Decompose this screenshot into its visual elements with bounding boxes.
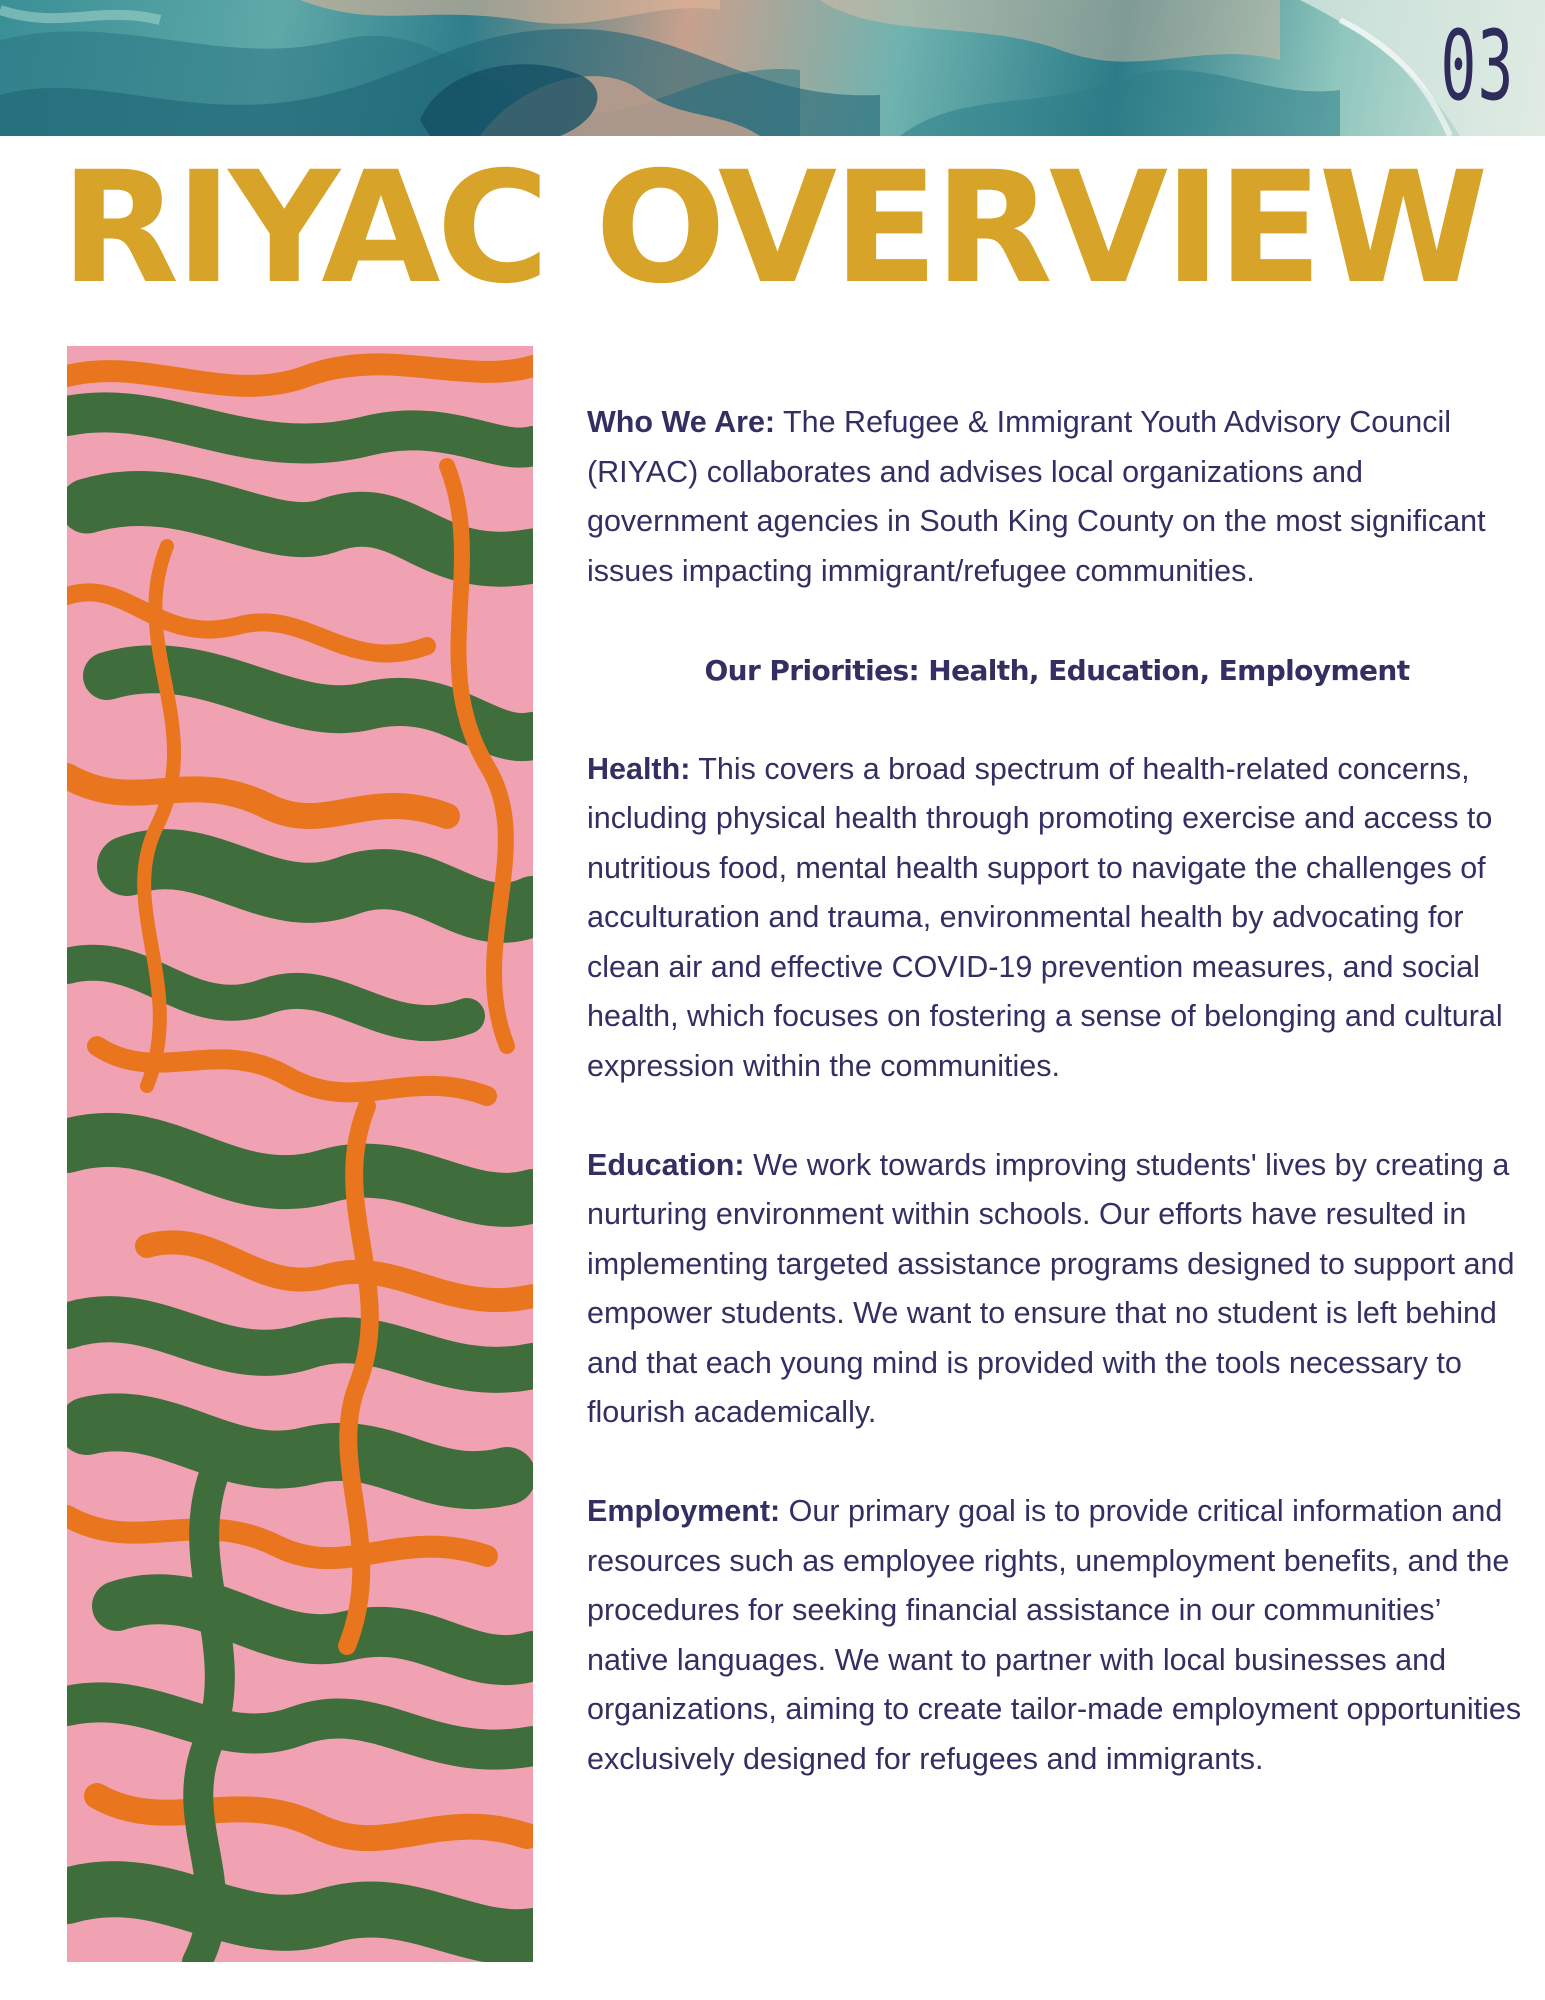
overview-content [587, 398, 1527, 1834]
education-text: We work towards improving students' lives by creating a nurturing environment within schools. Our efforts have resulted in implementing targeted assistance programs designed to support and empower students. We want to ensure that no student is left behind and that each young mind is provided with the tools necessary to flourish academically. [587, 1147, 1515, 1429]
education-label: Education: [587, 1147, 745, 1182]
who-we-are-text: The Refugee & Immigrant Youth Advisory Council (RIYAC) collaborates and advises local organizations and government agencies in South King County on the most significant issues impacting immigrant/refugee communities. [587, 405, 1486, 588]
health-label: Health: [587, 751, 691, 786]
health-text: This covers a broad spectrum of health-related concerns, including physical health through promoting exercise and access to nutritious food, mental health support to navigate the challenges of acculturation and trauma, environmental health by advocating for clean air and effective COVID-19 prevention measures, and social health, which focuses on fostering a sense of belonging and cultural expression within the communities. [587, 751, 1503, 1083]
who-we-are-paragraph [587, 398, 1527, 596]
education-paragraph [587, 1141, 1527, 1438]
employment-paragraph [587, 1487, 1527, 1784]
teal-swirl-artwork [0, 0, 1545, 136]
page-number: 03 [1440, 10, 1515, 122]
health-paragraph [587, 745, 1527, 1092]
pink-green-orange-marble-pattern [67, 346, 533, 1962]
page-title: RIYAC OVERVIEW [60, 139, 1485, 318]
who-we-are-label: Who We Are: [587, 405, 776, 439]
employment-label: Employment: [587, 1494, 781, 1528]
priorities-heading: Our Priorities: Health, Education, Employment [704, 653, 1410, 687]
employment-text: Our primary goal is to provide critical information and resources such as employee rights, unemployment benefits, and the procedures for seeking financial assistance in our communities’ native languages. We want to partner with local businesses and organizations, aiming to create tailor-made employment opportunities exclusively designed for refugees and immigrants. [587, 1494, 1522, 1776]
header-banner-image [0, 0, 1545, 136]
marble-artwork-panel [67, 346, 533, 1962]
